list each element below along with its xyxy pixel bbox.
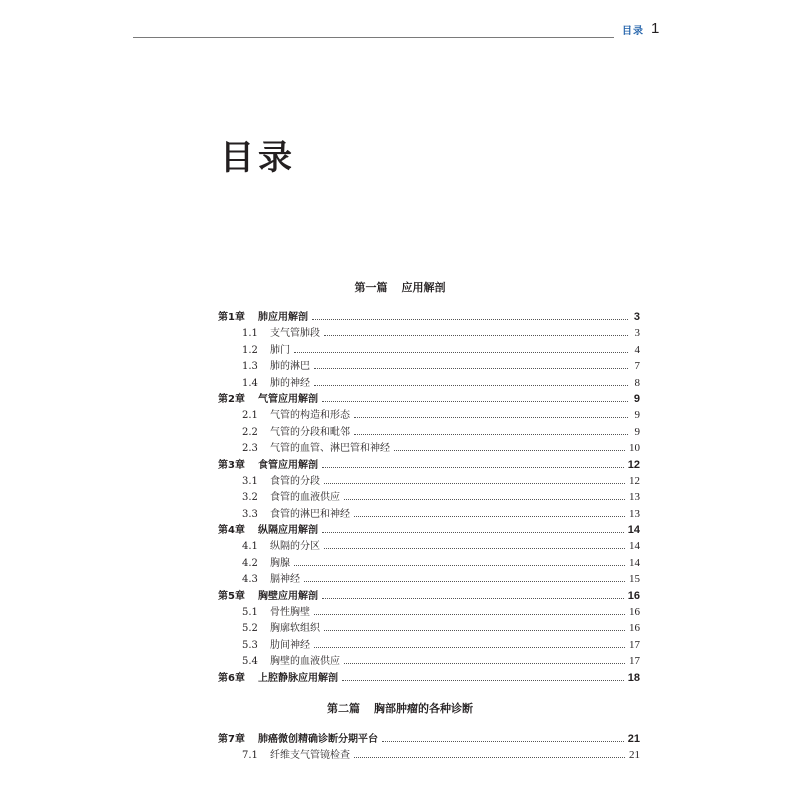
entry-label [218,748,354,764]
entry-title: 胸壁的血液供应 [270,656,340,668]
entry-label [218,654,344,670]
page-number: 1 [651,20,660,37]
entry-page-number: 21 [627,733,640,745]
toc-chapter-entry[interactable] [218,670,640,686]
dot-leader [344,663,625,664]
entry-title: 上腔静脉应用解剖 [258,672,338,684]
dot-leader [324,630,625,631]
dot-leader [314,385,628,386]
toc-section-entry[interactable] [218,604,640,620]
dot-leader [312,319,628,320]
dot-leader [354,434,628,435]
dot-leader [322,532,624,533]
dot-leader [394,450,625,451]
entry-page-number: 17 [629,638,640,651]
dot-leader [324,483,625,484]
entry-number: 2.2 [242,426,258,438]
toc-chapter-entry[interactable] [218,588,640,604]
entry-label [218,638,314,654]
entry-page-number: 17 [629,655,640,668]
entry-page-number: 12 [629,474,640,487]
entry-number: 2.3 [242,443,258,455]
entry-label [218,343,294,359]
entry-page-number: 15 [629,573,640,586]
entry-number: 4.2 [242,557,258,569]
entry-number: 1.3 [242,361,258,373]
entry-title: 气管的分段和毗邻 [270,426,350,438]
entry-number: 1.2 [242,344,258,356]
dot-leader [382,741,624,742]
entry-label [218,589,322,605]
toc-section-entry[interactable] [218,637,640,653]
part-title: 应用解剖 [401,281,446,294]
page-title: 目录 [220,138,296,178]
entry-number: 第5章 [218,590,245,602]
toc-section-entry[interactable] [218,424,640,440]
part-title: 胸部肿瘤的各种诊断 [374,702,473,715]
entry-label [218,539,324,555]
entry-label [218,376,314,392]
entry-number: 3.3 [242,508,258,520]
entry-title: 肋间神经 [270,639,310,651]
entry-title: 胸壁应用解剖 [258,590,318,602]
header-rule [133,37,614,38]
dot-leader [314,368,628,369]
entry-page-number: 4 [634,343,640,356]
entry-title: 肺的神经 [270,377,310,389]
dot-leader [342,680,624,681]
dot-leader [344,499,625,500]
entry-number: 2.1 [242,410,258,422]
dot-leader [354,516,625,517]
entry-label [218,359,314,375]
entry-number: 4.3 [242,574,258,586]
running-title: 目录 [622,26,644,37]
entry-page-number: 21 [629,749,640,762]
entry-page-number: 16 [627,589,640,602]
toc-chapter-entry[interactable] [218,522,640,538]
dot-leader [304,581,625,582]
entry-label [218,441,394,457]
toc-section-entry[interactable] [218,653,640,669]
entry-number: 1.1 [242,328,258,340]
entry-number: 7.1 [242,750,258,762]
entry-page-number: 8 [634,376,640,389]
entry-label [218,425,354,441]
entry-title: 纵隔应用解剖 [258,525,318,537]
dot-leader [322,401,628,402]
entry-number: 第2章 [218,393,245,405]
entry-title: 胸廓软组织 [270,623,320,635]
entry-page-number: 14 [627,524,640,537]
entry-page-number: 13 [629,491,640,504]
entry-page-number: 7 [634,360,640,373]
toc-chapter-entry[interactable] [218,457,640,473]
entry-label [218,671,342,687]
entry-page-number: 16 [629,606,640,619]
entry-label [218,507,354,523]
entry-label [218,474,324,490]
toc-section-entry[interactable] [218,325,640,341]
toc-section-entry[interactable] [218,440,640,456]
entry-page-number: 3 [634,327,640,340]
entry-title: 食管的血液供应 [270,492,340,504]
entry-title: 骨性胸壁 [270,607,310,619]
entry-label [218,556,294,572]
entry-number: 第3章 [218,459,245,471]
entry-number: 5.4 [242,656,258,668]
entry-number: 3.1 [242,475,258,487]
entry-label [218,732,382,748]
entry-page-number: 14 [629,556,640,569]
entry-label [218,490,344,506]
entry-label [218,458,322,474]
dot-leader [354,417,628,418]
entry-title: 胸腺 [270,557,290,569]
toc-section-entry[interactable] [218,358,640,374]
entry-label [218,572,304,588]
toc-section-entry[interactable] [218,489,640,505]
entry-title: 纤维支气管镜检查 [270,750,350,762]
entry-title: 气管的构造和形态 [270,410,350,422]
entry-number: 3.2 [242,492,258,504]
part-label: 第一篇 [354,281,388,294]
entry-number: 5.1 [242,607,258,619]
toc-chapter-entry[interactable] [218,391,640,407]
entry-number: 4.1 [242,541,258,553]
entry-number: 5.2 [242,623,258,635]
entry-page-number: 9 [634,425,640,438]
entry-number: 1.4 [242,377,258,389]
dot-leader [322,467,624,468]
entry-title: 肺的淋巴 [270,361,310,373]
entry-label [218,523,322,539]
toc-section-entry[interactable] [218,620,640,636]
entry-title: 气管应用解剖 [258,393,318,405]
dot-leader [294,565,625,566]
entry-page-number: 9 [634,409,640,422]
entry-title: 食管应用解剖 [258,459,318,471]
entry-label [218,326,324,342]
entry-label [218,605,314,621]
toc-part-2 [218,731,640,764]
part-heading-2 [0,700,800,716]
entry-number: 第7章 [218,734,245,745]
part-heading-1 [0,279,800,295]
dot-leader [354,757,625,758]
entry-title: 肺门 [270,344,290,356]
toc-section-entry[interactable] [218,571,640,587]
entry-title: 肺应用解剖 [258,312,308,323]
toc-chapter-entry[interactable] [218,309,640,325]
toc-section-entry[interactable] [218,506,640,522]
toc-chapter-entry[interactable] [218,731,640,747]
toc-section-entry[interactable] [218,538,640,554]
entry-page-number: 14 [629,540,640,553]
entry-page-number: 18 [627,671,640,684]
entry-label [218,408,354,424]
entry-label [218,621,324,637]
entry-title: 食管的淋巴和神经 [270,508,350,520]
entry-title: 膈神经 [270,574,300,586]
entry-page-number: 13 [629,507,640,520]
dot-leader [314,647,625,648]
dot-leader [322,598,624,599]
toc-section-entry[interactable] [218,407,640,423]
entry-label [218,310,312,326]
dot-leader [294,352,628,353]
dot-leader [324,548,625,549]
dot-leader [324,335,628,336]
entry-title: 支气管肺段 [270,328,320,340]
entry-page-number: 12 [627,458,640,471]
toc-section-entry[interactable] [218,555,640,571]
entry-title: 肺癌微创精确诊断分期平台 [258,734,378,745]
entry-page-number: 10 [629,442,640,455]
entry-page-number: 16 [629,622,640,635]
toc-section-entry[interactable] [218,473,640,489]
entry-number: 第6章 [218,672,245,684]
toc-section-entry[interactable] [218,342,640,358]
toc-section-entry[interactable] [218,375,640,391]
entry-title: 食管的分段 [270,475,320,487]
entry-title: 气管的血管、淋巴管和神经 [270,443,390,455]
entry-page-number: 9 [633,392,640,405]
entry-title: 纵隔的分区 [270,541,320,553]
entry-number: 第1章 [218,312,245,323]
part-label: 第二篇 [327,702,360,715]
toc-section-entry[interactable] [218,747,640,763]
entry-number: 第4章 [218,525,245,537]
entry-page-number: 3 [633,311,640,323]
toc-part-1 [218,309,640,686]
entry-number: 5.3 [242,639,258,651]
entry-label [218,392,322,408]
dot-leader [314,614,625,615]
